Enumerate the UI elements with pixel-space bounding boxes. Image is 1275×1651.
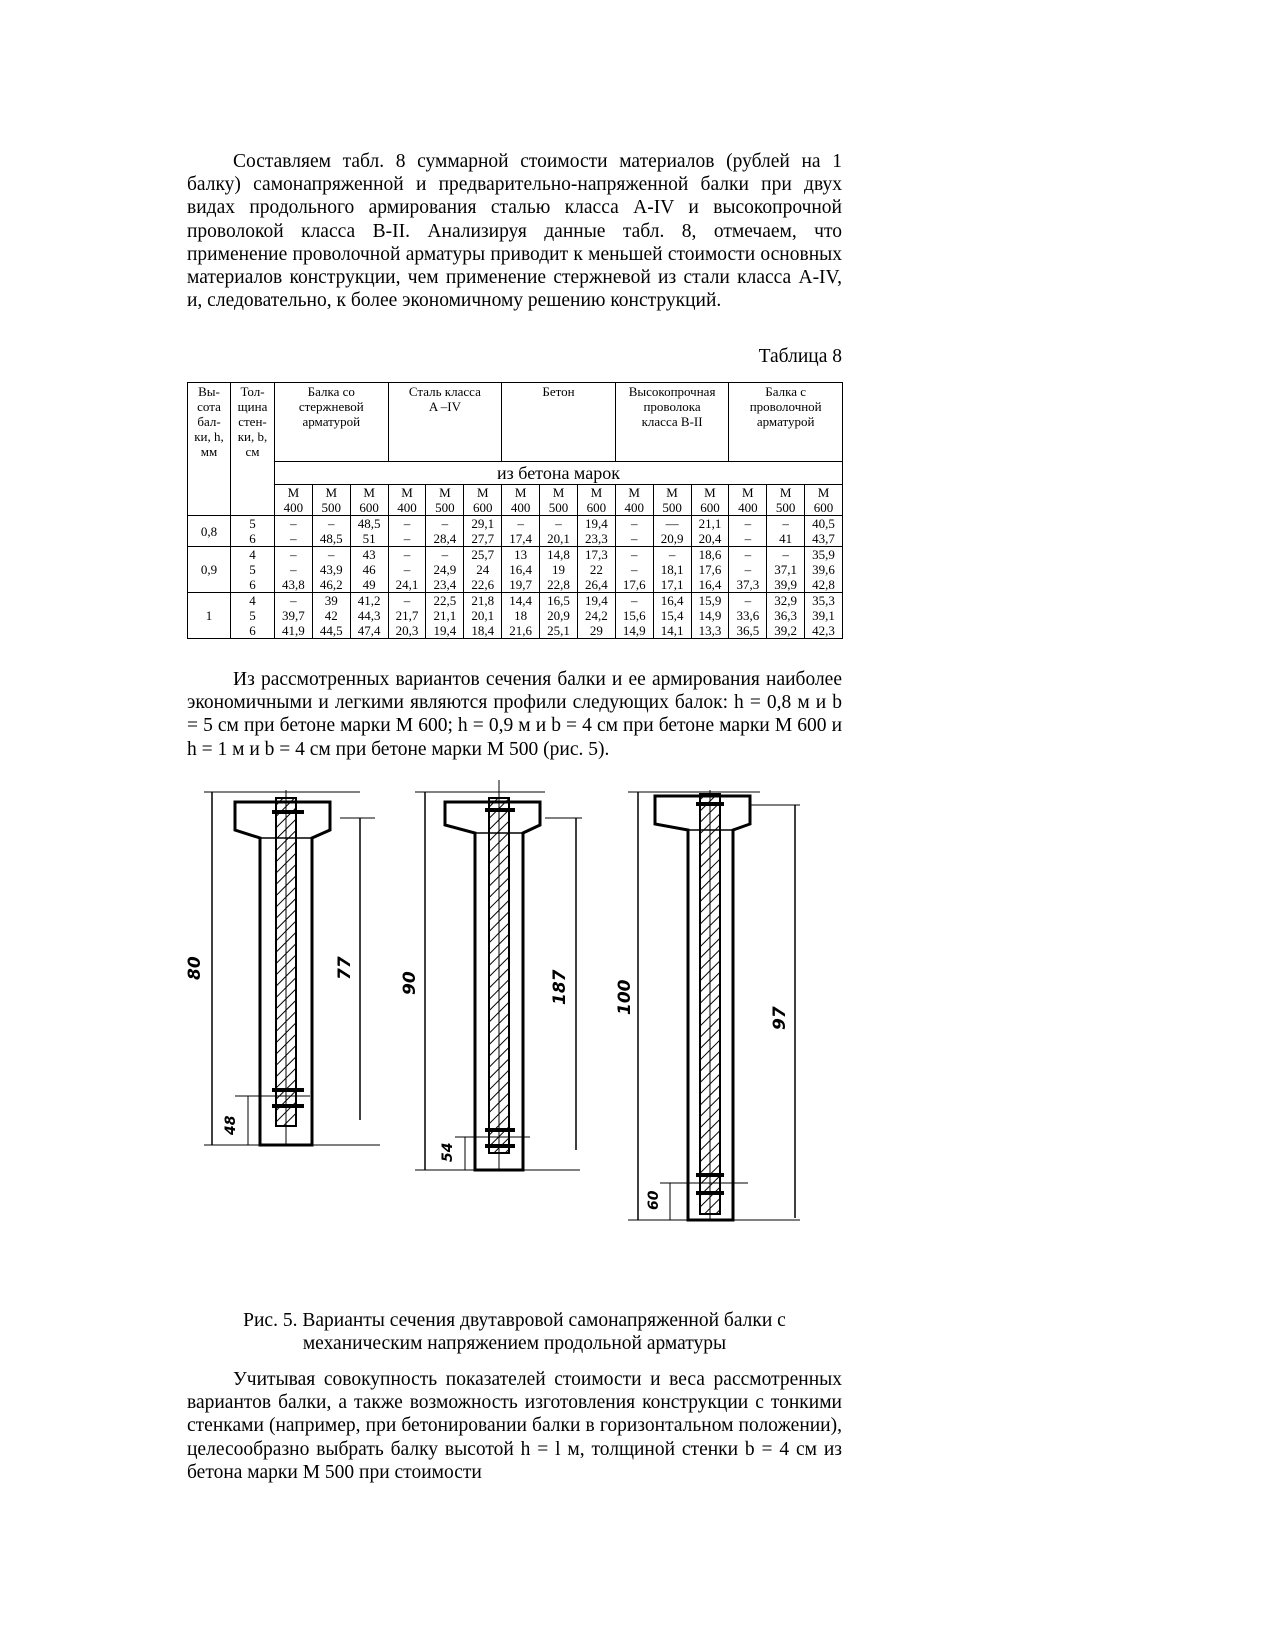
table-caption: Таблица 8 [758,346,842,367]
grade-cell: М 600 [691,485,729,516]
value-cell: – 28,4 [426,516,464,547]
grade-cell: М 500 [767,485,805,516]
value-cell: – – [615,516,653,547]
intro-paragraph [187,150,842,312]
value-cell: 17,3 22 26,4 [577,547,615,593]
value-cell: 21,8 20,1 18,4 [464,593,502,639]
table-row [188,516,843,547]
value-cell: – 21,7 20,3 [388,593,426,639]
value-cell: – 41 [767,516,805,547]
value-cell: – – [275,516,313,547]
value-cell: 32,9 36,3 39,2 [767,593,805,639]
thickness-cell: 4 5 6 [231,593,275,639]
value-cell: 14,4 18 21,6 [502,593,540,639]
value-cell: – 17,4 [502,516,540,547]
beam-section-3 [615,790,800,1220]
conclusion-paragraph [187,668,842,761]
table-row [188,547,843,593]
beam-sections-figure [185,790,850,1270]
header-concrete-grades: из бетона марок [275,462,843,485]
grade-cell: М 400 [388,485,426,516]
grade-cell: М 400 [729,485,767,516]
final-paragraph-text: Учитывая совокупность показателей стоимости и веса рассмотренных вариантов балки, а также возможность изготовления конструкции с тонкими стенками (например, при бетонировании балки в горизонтальном положении), целесообразно выбрать балку высотой h = l м, толщиной стенки b = 4 см из бетона марки М 500 при стоимости [187,1369,842,1483]
value-cell: 18,6 17,6 16,4 [691,547,729,593]
header-group: Высокопрочная проволока класса B-II [615,383,729,462]
value-cell: – – [388,516,426,547]
value-cell: 48,5 51 [350,516,388,547]
grade-cell: М 400 [502,485,540,516]
value-cell: 15,9 14,9 13,3 [691,593,729,639]
grade-cell: М 400 [615,485,653,516]
value-cell: 19,4 23,3 [577,516,615,547]
header-group: Сталь класса A –IV [388,383,502,462]
grade-cell: М 500 [540,485,578,516]
height-cell: 0,8 [188,516,231,547]
beam3-web-label: 97 [770,1006,790,1030]
header-thickness: Тол- щина стен- ки, b, см [231,383,275,516]
beam-section-1 [185,790,380,1145]
intro-paragraph-text: Составляем табл. 8 суммарной стоимости материалов (рублей на 1 балку) самонапряженной и предварительно-напряженной балки при двух видах продольного армирования сталью класса A-IV и высокопрочной проволокой класса B-II. Анализируя данные табл. 8, отмечаем, что применение проволочной арматуры приводит к меньшей стоимости основных материалов конструкции, чем применение стержневой из стали класса A-IV, и, следовательно, к более экономичному решению конструкций. [187,151,842,312]
value-cell: – – 17,6 [615,547,653,593]
value-cell: 39 42 44,5 [312,593,350,639]
beam1-web-label: 77 [335,956,355,980]
value-cell: – 48,5 [312,516,350,547]
grade-cell: М 500 [426,485,464,516]
table-header-row [188,383,843,462]
beam2-web-label: 187 [550,969,570,1005]
grade-cell: М 600 [350,485,388,516]
header-group: Бетон [502,383,616,462]
grade-cell: М 500 [653,485,691,516]
grade-cell: М 600 [805,485,843,516]
header-group: Балка со стержневой арматурой [275,383,389,462]
header-group: Балка с проволочной арматурой [729,383,843,462]
value-cell: 43 46 49 [350,547,388,593]
value-cell: 16,4 15,4 14,1 [653,593,691,639]
value-cell: 35,9 39,6 42,8 [805,547,843,593]
value-cell: – – 37,3 [729,547,767,593]
grade-cell: М 400 [275,485,313,516]
table-grade-row [188,485,843,516]
header-height: Вы- сота бал- ки, h, мм [188,383,231,516]
conclusion-paragraph-text: Из рассмотренных вариантов сечения балки и ее армирования наиболее экономичными и легкими являются профили следующих балок: h = 0,8 м и b = 5 см при бетоне марки М 600; h = 0,9 м и b = 4 см при бетоне марки М 600 и h = 1 м и b = 4 см при бетоне марки М 500 (рис. 5). [187,669,842,760]
beam1-height-label: 80 [185,956,205,980]
height-cell: 0,9 [188,547,231,593]
value-cell: – 15,6 14,9 [615,593,653,639]
height-cell: 1 [188,593,231,639]
value-cell: – 18,1 17,1 [653,547,691,593]
value-cell: – 39,7 41,9 [275,593,313,639]
value-cell: – 24,9 23,4 [426,547,464,593]
value-cell: 35,3 39,1 42,3 [805,593,843,639]
value-cell: 25,7 24 22,6 [464,547,502,593]
value-cell: 13 16,4 19,7 [502,547,540,593]
value-cell: – 43,9 46,2 [312,547,350,593]
value-cell: 29,1 27,7 [464,516,502,547]
figure-caption [187,1309,842,1355]
value-cell: – 20,1 [540,516,578,547]
final-paragraph [187,1368,842,1484]
beam-section-2 [400,780,582,1170]
beam2-height-label: 90 [400,971,420,995]
value-cell: – – 24,1 [388,547,426,593]
value-cell: — 20,9 [653,516,691,547]
value-cell: 14,8 19 22,8 [540,547,578,593]
value-cell: 16,5 20,9 25,1 [540,593,578,639]
value-cell: – 33,6 36,5 [729,593,767,639]
thickness-cell: 5 6 [231,516,275,547]
grade-cell: М 600 [577,485,615,516]
cost-table [187,382,843,639]
value-cell: 22,5 21,1 19,4 [426,593,464,639]
grade-cell: М 500 [312,485,350,516]
grade-cell: М 600 [464,485,502,516]
value-cell: – – 43,8 [275,547,313,593]
beam2-bottom-label: 54 [440,1142,456,1162]
thickness-cell: 4 5 6 [231,547,275,593]
value-cell: – 37,1 39,9 [767,547,805,593]
value-cell: 41,2 44,3 47,4 [350,593,388,639]
beam3-bottom-label: 60 [646,1190,662,1210]
value-cell: – – [729,516,767,547]
beam3-height-label: 100 [615,979,635,1015]
figure-caption-line1: Рис. 5. Варианты сечения двутавровой самонапряженной балки с [243,1310,786,1331]
beam1-bottom-label: 48 [223,1115,239,1135]
table-subheader-row [188,462,843,485]
figure-caption-line2: механическим напряжением продольной арматуры [302,1333,727,1355]
value-cell: 21,1 20,4 [691,516,729,547]
value-cell: 40,5 43,7 [805,516,843,547]
value-cell: 19,4 24,2 29 [577,593,615,639]
table-row [188,593,843,639]
